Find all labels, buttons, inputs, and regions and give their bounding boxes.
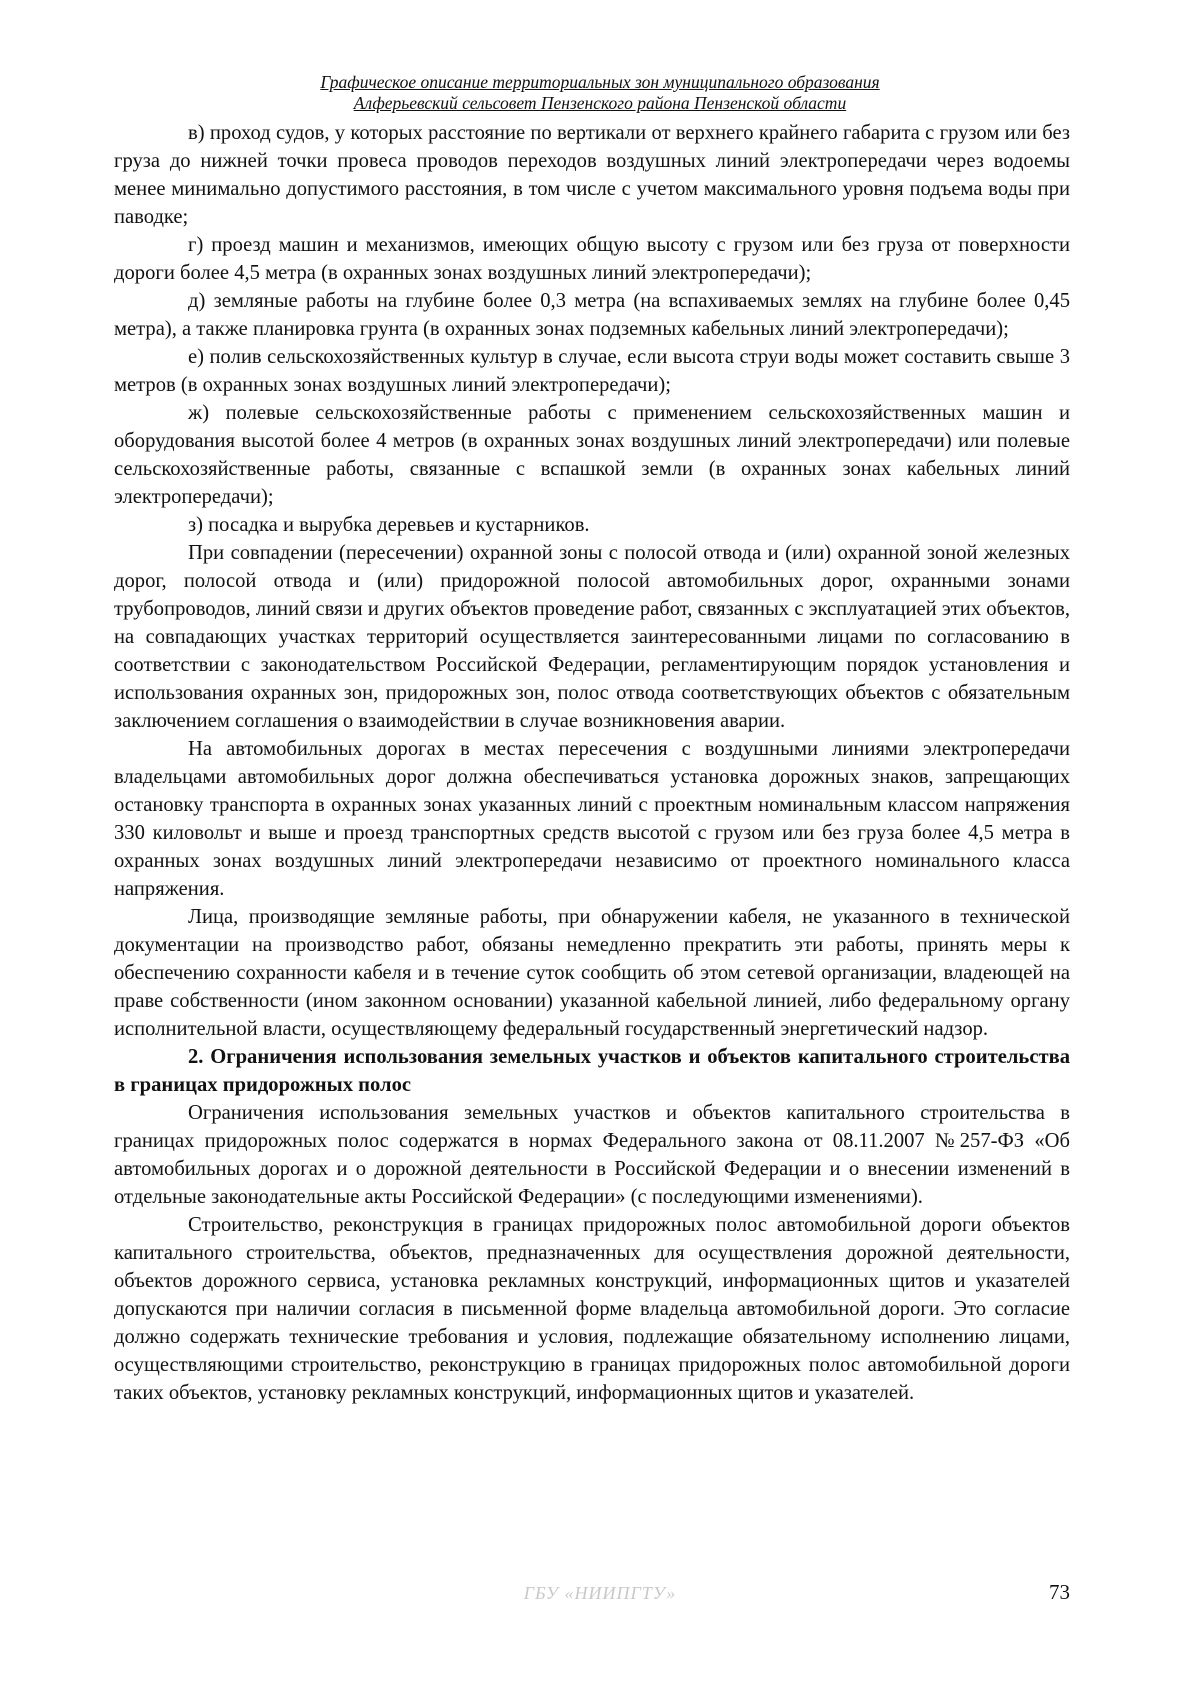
paragraph: ж) полевые сельскохозяйственные работы с применением сельскохозяйственных машин и оборудования высотой более 4 метров (в охранных зонах воздушных линий электропередачи) или полевые сельскохозяйственные работы, связанные с вспашкой земли (в охранных зонах кабельных линий электропередачи); xyxy=(114,402,1070,508)
paragraph: На автомобильных дорогах в местах пересечения с воздушными линиями электропередачи владельцами автомобильных дорог должна обеспечиваться установка дорожных знаков, запрещающих остановку транспорта в охранных зонах указанных линий с проектным номинальным классом напряжения 330 киловольт и выше и проезд транспортных средств высотой с грузом или без груза более 4,5 метра в охранных зонах воздушных линий электропередачи независимо от проектного номинального класса напряжения. xyxy=(114,738,1070,900)
section-heading: 2. Ограничения использования земельных участков и объектов капитального строительства в границах придорожных полос xyxy=(114,1046,1070,1096)
paragraph: з) посадка и вырубка деревьев и кустарников. xyxy=(188,514,590,536)
paragraph: в) проход судов, у которых расстояние по вертикали от верхнего крайнего габарита с грузом или без груза до нижней точки провеса проводов переходов воздушных линий электропередачи через водоемы менее минимально допустимого расстояния, в том числе с учетом максимального уровня подъема воды при паводке; xyxy=(114,122,1070,228)
paragraph: г) проезд машин и механизмов, имеющих общую высоту с грузом или без груза от поверхности дороги более 4,5 метра (в охранных зонах воздушных линий электропередачи); xyxy=(114,234,1070,284)
paragraph: Ограничения использования земельных участков и объектов капитального строительства в границах придорожных полос содержатся в нормах Федерального закона от 08.11.2007 №257-ФЗ «Об автомобильных дорогах и о дорожной деятельности в Российской Федерации и о внесении изменений в отдельные законодательные акты Российской Федерации» (с последующими изменениями). xyxy=(114,1102,1070,1208)
document-body xyxy=(114,119,1070,1407)
paragraph: Строительство, реконструкция в границах придорожных полос автомобильной дороги объектов капитального строительства, объектов, предназначенных для осуществления дорожной деятельности, объектов дорожного сервиса, установка рекламных конструкций, информационных щитов и указателей допускаются при наличии согласия в письменной форме владельца автомобильной дороги. Это согласие должно содержать технические требования и условия, подлежащие обязательному исполнению лицами, осуществляющими строительство, реконструкцию в границах придорожных полос автомобильной дороги таких объектов, установку рекламных конструкций, информационных щитов и указателей. xyxy=(114,1214,1070,1404)
page-header xyxy=(110,72,1090,114)
paragraph: При совпадении (пересечении) охранной зоны с полосой отвода и (или) охранной зоной железных дорог, полосой отвода и (или) придорожной полосой автомобильных дорог, охранными зонами трубопроводов, линий связи и других объектов проведение работ, связанных с эксплуатацией этих объектов, на совпадающих участках территорий осуществляется заинтересованными лицами по согласованию в соответствии с законодательством Российской Федерации, регламентирующим порядок установления и использования охранных зон, придорожных зон, полос отвода соответствующих объектов с обязательным заключением соглашения о взаимодействии в случае возникновения аварии. xyxy=(114,542,1070,732)
footer-organization: ГБУ «НИИПГТУ» xyxy=(523,1583,677,1603)
header-line-2: Алферьевский сельсовет Пензенского района Пензенской области xyxy=(353,93,847,113)
paragraph: е) полив сельскохозяйственных культур в случае, если высота струи воды может составить свыше 3 метров (в охранных зонах воздушных линий электропередачи); xyxy=(114,346,1070,396)
page-number: 73 xyxy=(1049,1580,1070,1604)
paragraph: Лица, производящие земляные работы, при обнаружении кабеля, не указанного в технической документации на производство работ, обязаны немедленно прекратить эти работы, принять меры к обеспечению сохранности кабеля и в течение суток сообщить об этом сетевой организации, владеющей на праве собственности (ином законном основании) указанной кабельной линией, либо федеральному органу исполнительной власти, осуществляющему федеральный государственный энергетический надзор. xyxy=(114,906,1070,1040)
paragraph: д) земляные работы на глубине более 0,3 метра (на вспахиваемых землях на глубине более 0,45 метра), а также планировка грунта (в охранных зонах подземных кабельных линий электропередачи); xyxy=(114,290,1070,340)
header-line-1: Графическое описание территориальных зон муниципального образования xyxy=(320,72,880,92)
